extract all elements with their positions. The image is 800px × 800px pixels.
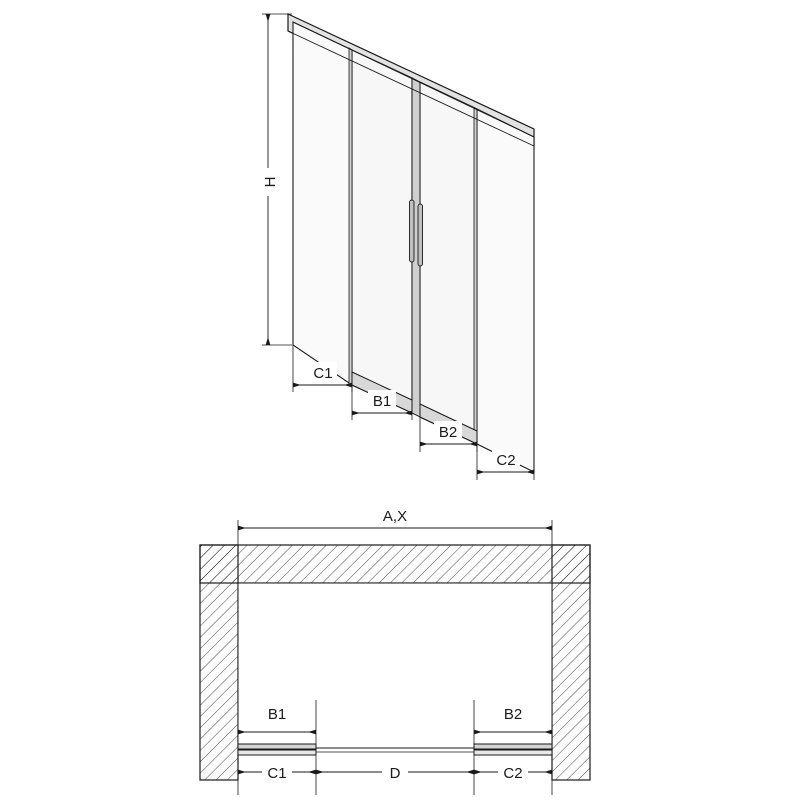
dimension-height <box>257 14 292 345</box>
dimension-label-b2-elevation: B2 <box>438 424 458 441</box>
dimension-label-ax-plan: A,X <box>382 508 408 525</box>
sliding-door-left <box>352 50 412 413</box>
enclosure-interior <box>238 583 552 748</box>
left-panel-edge-profile <box>349 48 352 385</box>
dimension-label-b1-plan: B1 <box>267 706 287 723</box>
dimension-label-c2-plan: C2 <box>503 765 523 782</box>
wall-left <box>200 545 238 780</box>
dimension-label-c2-elevation: C2 <box>496 452 516 469</box>
plan-fixed-panel-left <box>238 750 316 755</box>
elevation-glass-assembly <box>288 14 534 472</box>
right-panel-edge-profile <box>474 108 477 444</box>
plan-sliding-door-left <box>238 744 316 749</box>
dimension-label-d-plan: D <box>389 765 401 782</box>
fixed-panel-right <box>477 109 534 472</box>
dimension-label-c1-plan: C1 <box>267 765 287 782</box>
wall-top <box>200 545 590 583</box>
plan-fixed-panel-right <box>474 750 552 755</box>
dimension-label-c1-elevation: C1 <box>313 365 333 382</box>
sliding-door-right <box>420 82 477 444</box>
door-handle-left <box>410 200 415 262</box>
plan-view <box>200 505 590 795</box>
elevation-view <box>257 14 534 480</box>
dimension-chain-plan <box>238 755 552 795</box>
wall-right <box>552 545 590 780</box>
door-handle-right <box>418 204 423 266</box>
dimension-label-b1-elevation: B1 <box>372 393 392 410</box>
dimension-label-height: H <box>262 176 279 188</box>
dimension-label-b2-plan: B2 <box>503 706 523 723</box>
fixed-panel-left <box>293 22 352 385</box>
plan-sliding-door-right <box>474 744 552 749</box>
